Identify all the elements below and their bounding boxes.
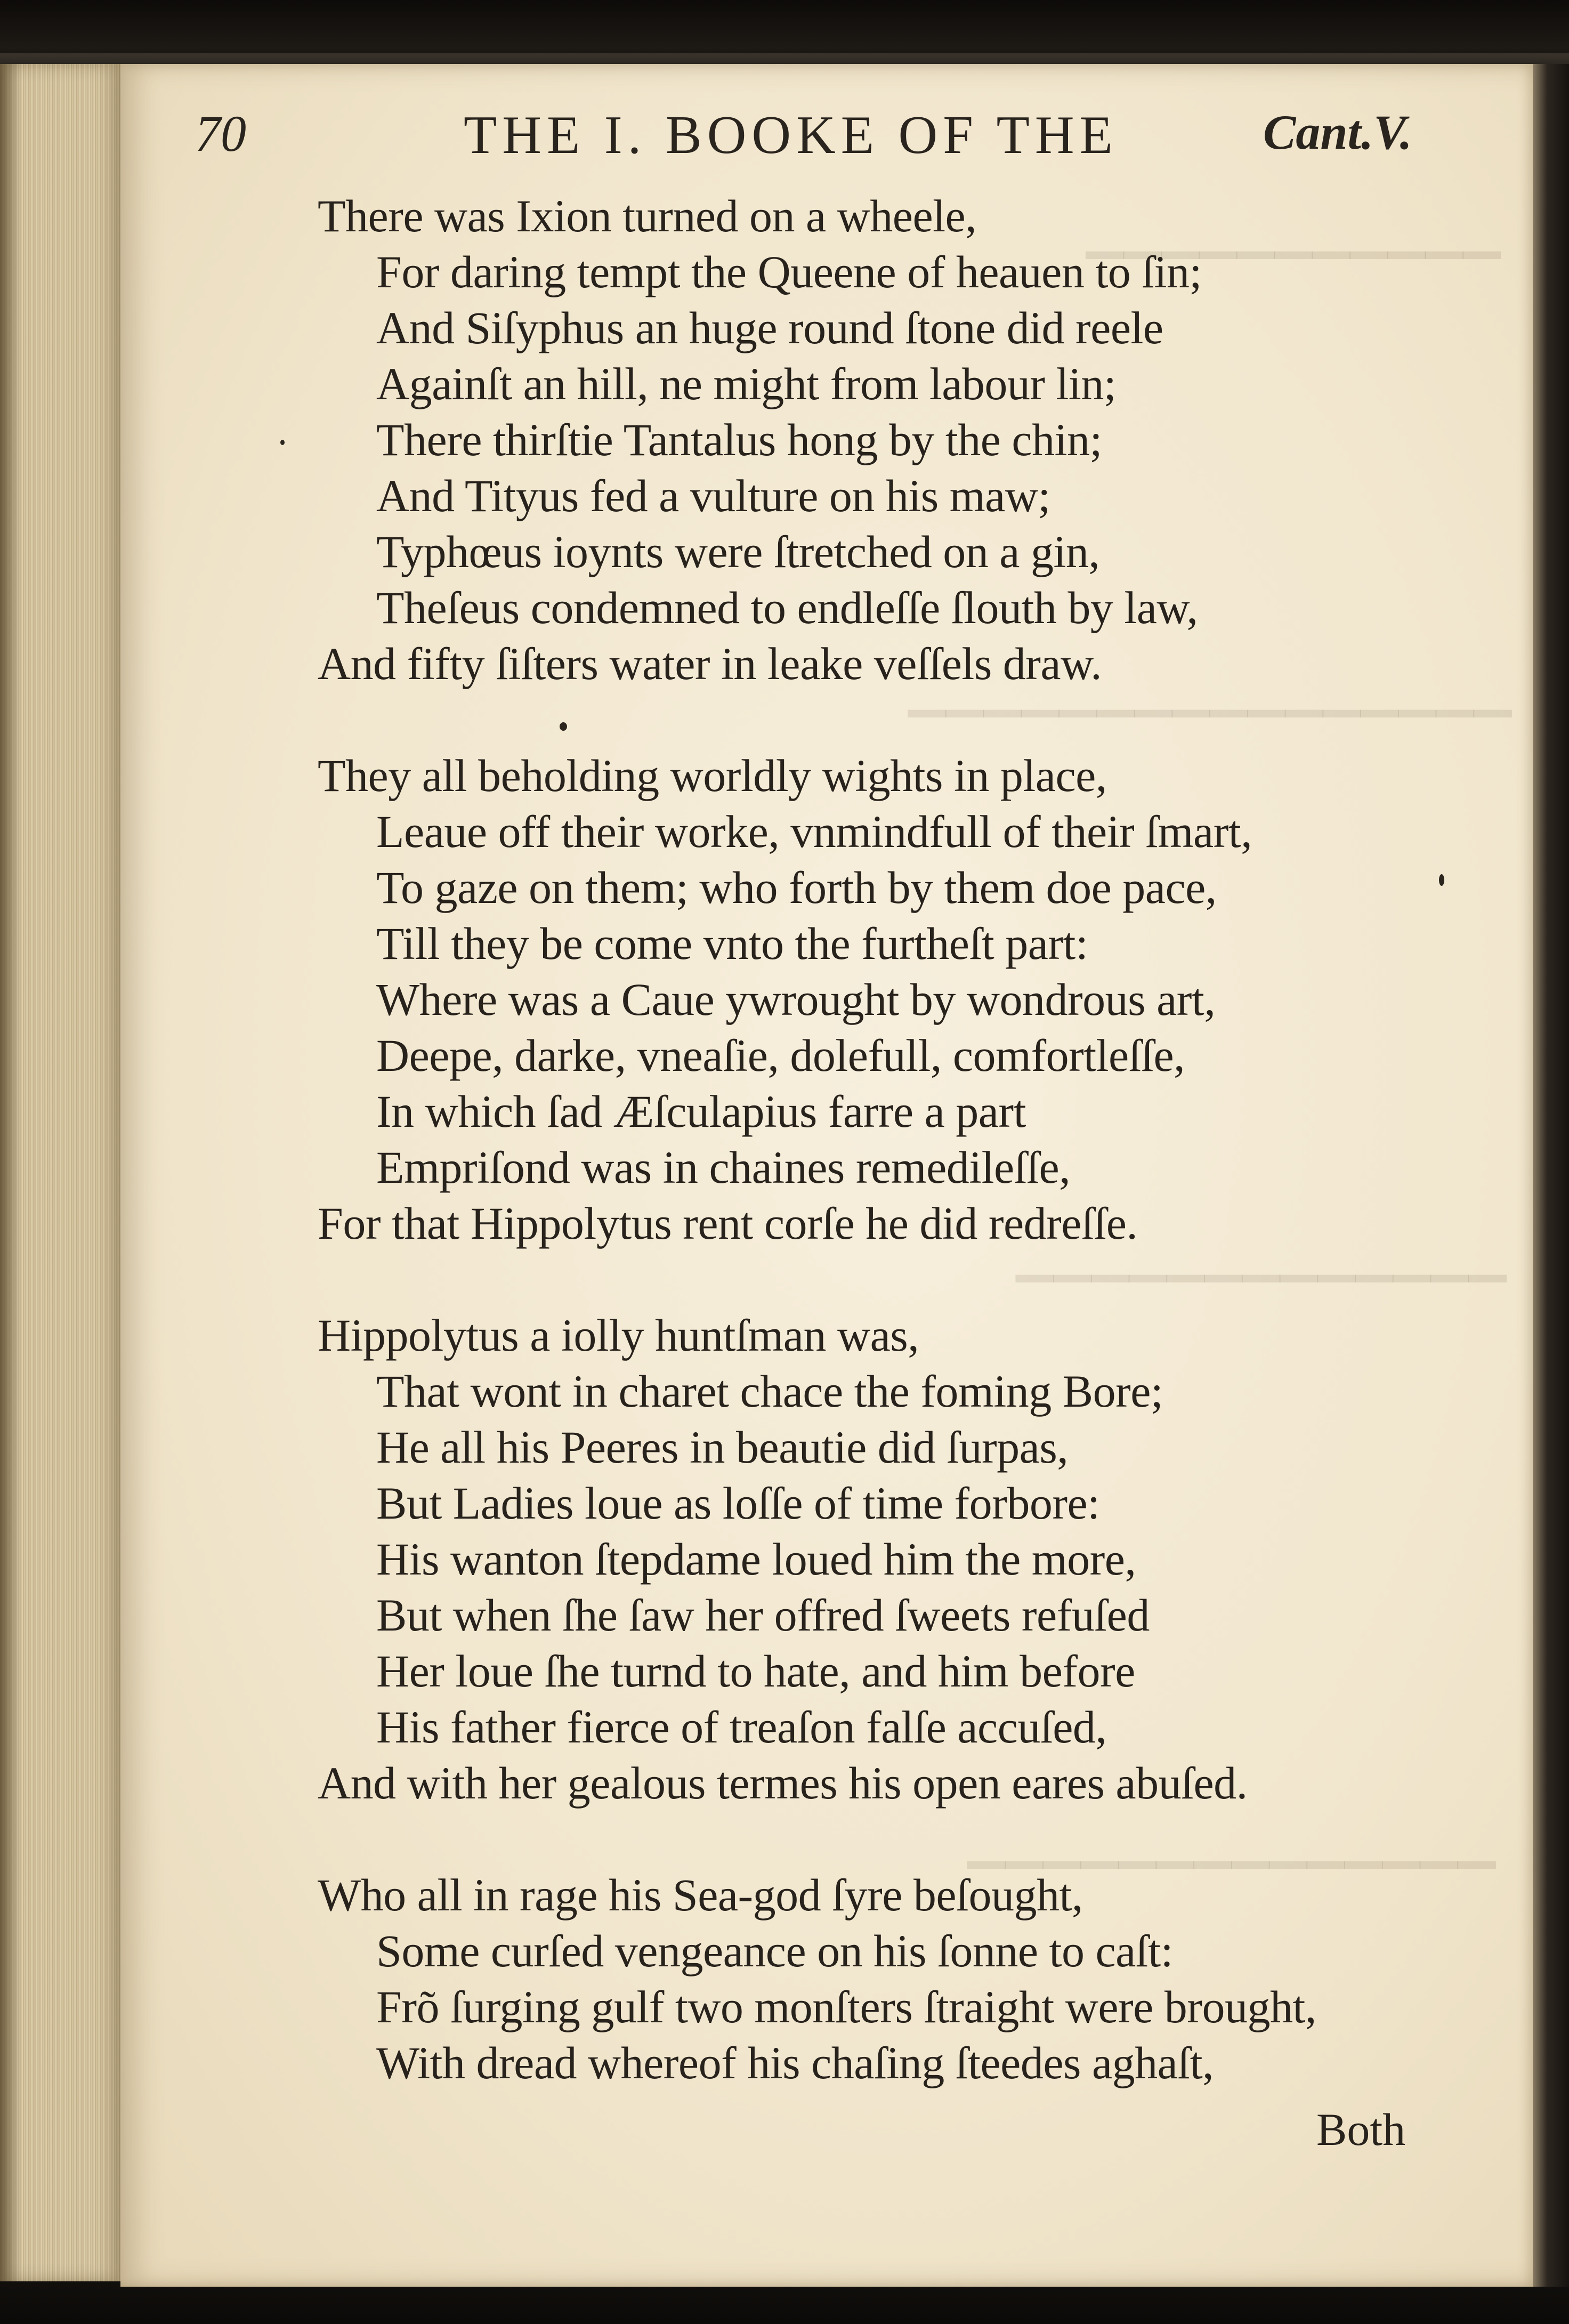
verse-line: And with her gealous termes his open eares abuſed. bbox=[318, 1757, 1248, 1809]
running-header bbox=[0, 104, 1569, 163]
verse-line: Who all in rage his Sea-god ſyre beſought, bbox=[318, 1869, 1083, 1920]
ink-speck bbox=[280, 440, 285, 445]
ink-speck bbox=[560, 722, 567, 731]
verse-line: Typhœus ioynts were ſtretched on a gin, bbox=[376, 526, 1100, 577]
verse-line: But when ſhe ſaw her offred ſweets refuſed bbox=[376, 1589, 1150, 1641]
verse-line: Where was a Caue ywrought by wondrous art, bbox=[376, 974, 1216, 1025]
verse-line: There thirſtie Tantalus hong by the chin; bbox=[376, 414, 1102, 465]
right-edge bbox=[1533, 64, 1569, 2287]
verse-line: His father fierce of treaſon falſe accuſed, bbox=[376, 1701, 1107, 1753]
show-through: ▁▁▁▁▁▁▁▁▁▁▁ ▁▁▁▁▁▁▁▁▁▁▁▁▁▁▁▁ ▁▁▁▁▁▁▁▁▁▁▁▁▁ ▁▁▁▁▁▁▁▁▁▁▁▁▁▁ bbox=[908, 203, 1511, 1867]
page-edge-shadow bbox=[0, 64, 21, 2281]
verse-line: Leaue off their worke, vnmindfull of their ſmart, bbox=[376, 806, 1252, 857]
verse-line: In which ſad Æſculapius farre a part bbox=[376, 1086, 1026, 1137]
verse-line: They all beholding worldly wights in place, bbox=[318, 750, 1107, 801]
verse-line: There was Ixion turned on a wheele, bbox=[318, 190, 977, 241]
verse-line: Deepe, darke, vneaſie, dolefull, comfortleſſe, bbox=[376, 1030, 1185, 1081]
verse-line: And Siſyphus an huge round ſtone did reele bbox=[376, 302, 1163, 353]
verse-line: Theſeus condemned to endleſſe ſlouth by law, bbox=[376, 582, 1198, 633]
verse-line: Empriſond was in chaines remedileſſe, bbox=[376, 1142, 1071, 1193]
verse-line: For daring tempt the Queene of heauen to ſin; bbox=[376, 246, 1202, 297]
verse-line: But Ladies loue as loſſe of time forbore: bbox=[376, 1478, 1100, 1529]
verse-line: And Tityus fed a vulture on his maw; bbox=[376, 470, 1050, 521]
verse-line: His wanton ſtepdame loued him the more, bbox=[376, 1534, 1136, 1585]
verse-line: He all his Peeres in beautie did ſurpas, bbox=[376, 1422, 1069, 1473]
verse-line: Againſt an hill, ne might from labour lin; bbox=[376, 358, 1117, 409]
running-title: THE I. BOOKE OF THE bbox=[464, 105, 1118, 165]
verse-line: Some curſed vengeance on his ſonne to caſt: bbox=[376, 1925, 1173, 1976]
page-number: 70 bbox=[195, 105, 246, 162]
verse-line: To gaze on them; who forth by them doe pace, bbox=[376, 862, 1217, 913]
verse-line: That wont in charet chace the foming Bore; bbox=[376, 1366, 1163, 1417]
verse-line: Hippolytus a iolly huntſman was, bbox=[318, 1310, 919, 1361]
verse-line: Till they be come vnto the furtheſt part: bbox=[376, 918, 1088, 969]
verse-line: With dread whereof his chaſing ſteedes aghaſt, bbox=[376, 2037, 1214, 2088]
verse-line: And fifty ſiſters water in leake veſſels draw. bbox=[318, 638, 1102, 689]
canto-label: Cant.V. bbox=[1263, 105, 1412, 159]
verse-line: For that Hippolytus rent corſe he did redreſſe. bbox=[318, 1198, 1138, 1249]
verse-line: Frõ ſurging gulf two monſters ſtraight were brought, bbox=[376, 1981, 1316, 2032]
verse-line: Her loue ſhe turnd to hate, and him before bbox=[376, 1645, 1135, 1697]
ink-speck bbox=[1439, 874, 1444, 886]
catchword: Both bbox=[1316, 2104, 1406, 2155]
